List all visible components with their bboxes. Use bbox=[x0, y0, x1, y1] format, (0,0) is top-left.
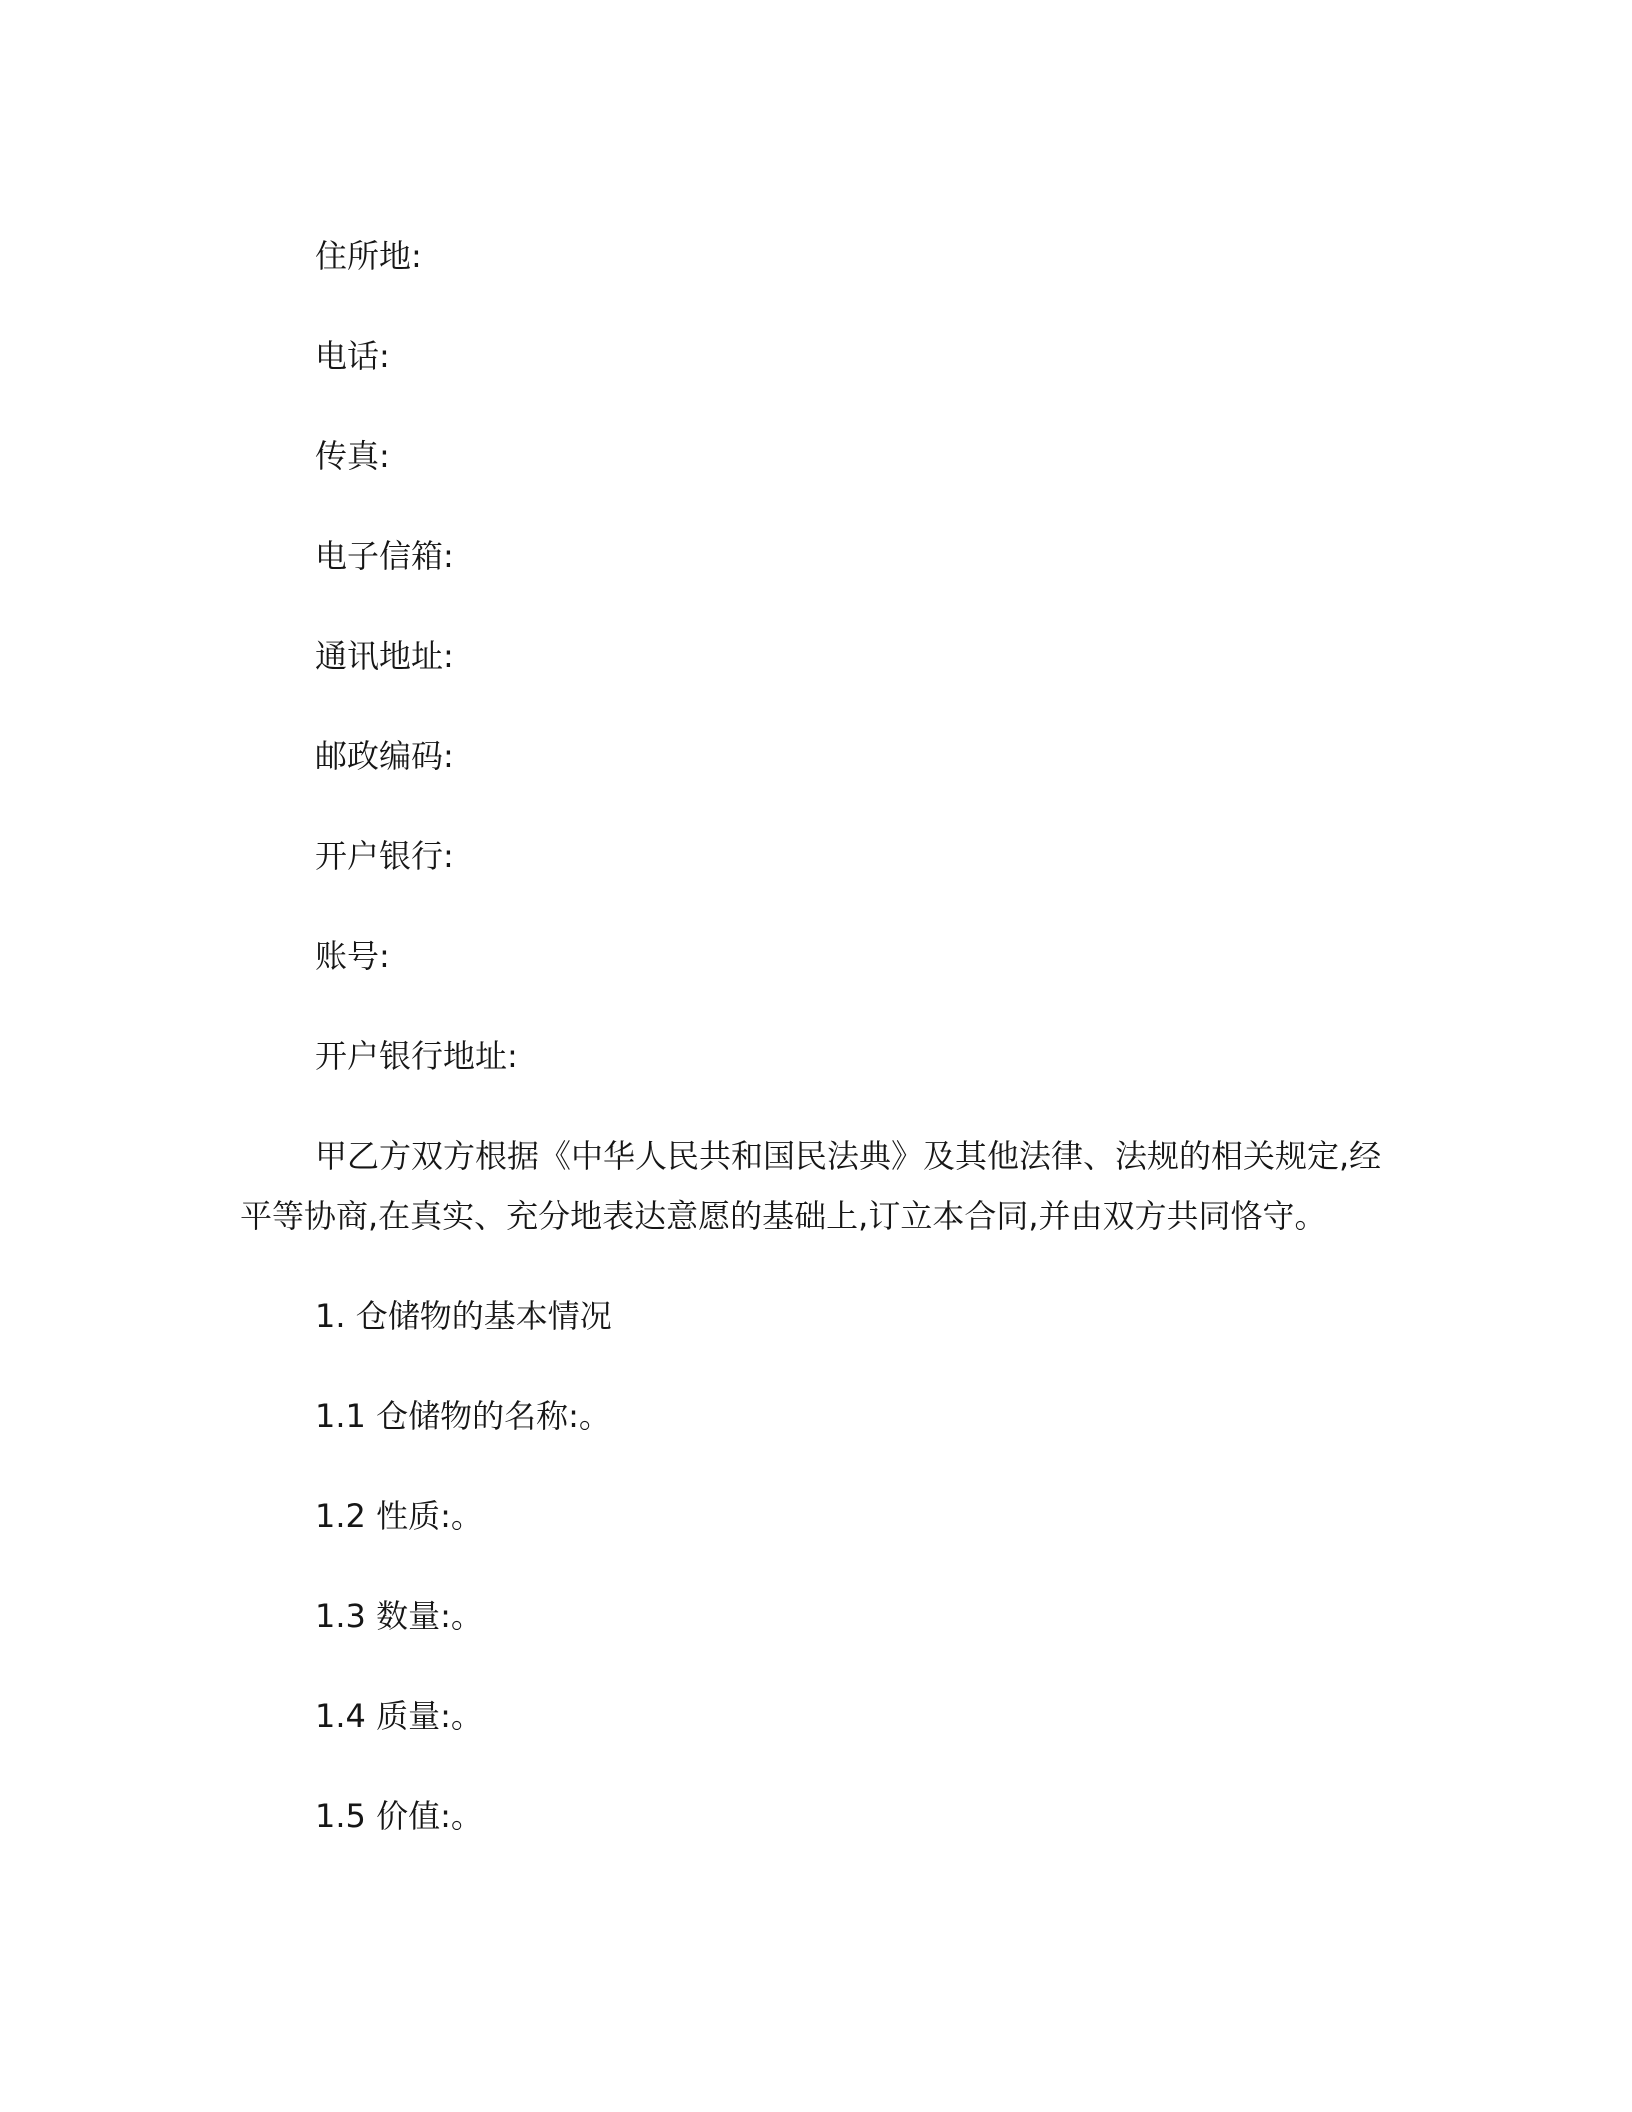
item-1-1-name: 1.1 仓储物的名称:。 bbox=[315, 1397, 611, 1435]
field-fax: 传真: bbox=[315, 437, 390, 475]
section-1-heading: 1. 仓储物的基本情况 bbox=[315, 1297, 612, 1335]
preamble-line-2: 平等协商,在真实、充分地表达意愿的基础上,订立本合同,并由双方共同恪守。 bbox=[240, 1197, 1327, 1235]
party-info-block bbox=[240, 226, 1392, 1086]
preamble-line-1: 甲乙方双方根据《中华人民共和国民法典》及其他法律、法规的相关规定,经 bbox=[315, 1137, 1382, 1175]
field-account-number: 账号: bbox=[315, 937, 390, 975]
field-bank: 开户银行: bbox=[315, 837, 454, 875]
item-1-2-nature: 1.2 性质:。 bbox=[315, 1497, 483, 1535]
field-email: 电子信箱: bbox=[315, 537, 454, 575]
field-mailing-address: 通讯地址: bbox=[315, 637, 454, 675]
field-phone: 电话: bbox=[315, 337, 390, 375]
item-1-5-value: 1.5 价值:。 bbox=[315, 1797, 483, 1835]
preamble-paragraph bbox=[240, 1126, 1392, 1246]
item-1-4-quality: 1.4 质量:。 bbox=[315, 1697, 483, 1735]
field-bank-address: 开户银行地址: bbox=[315, 1037, 518, 1075]
item-1-3-quantity: 1.3 数量:。 bbox=[315, 1597, 483, 1635]
section-1 bbox=[240, 1286, 1392, 1846]
field-postal-code: 邮政编码: bbox=[315, 737, 454, 775]
field-address: 住所地: bbox=[315, 237, 422, 275]
